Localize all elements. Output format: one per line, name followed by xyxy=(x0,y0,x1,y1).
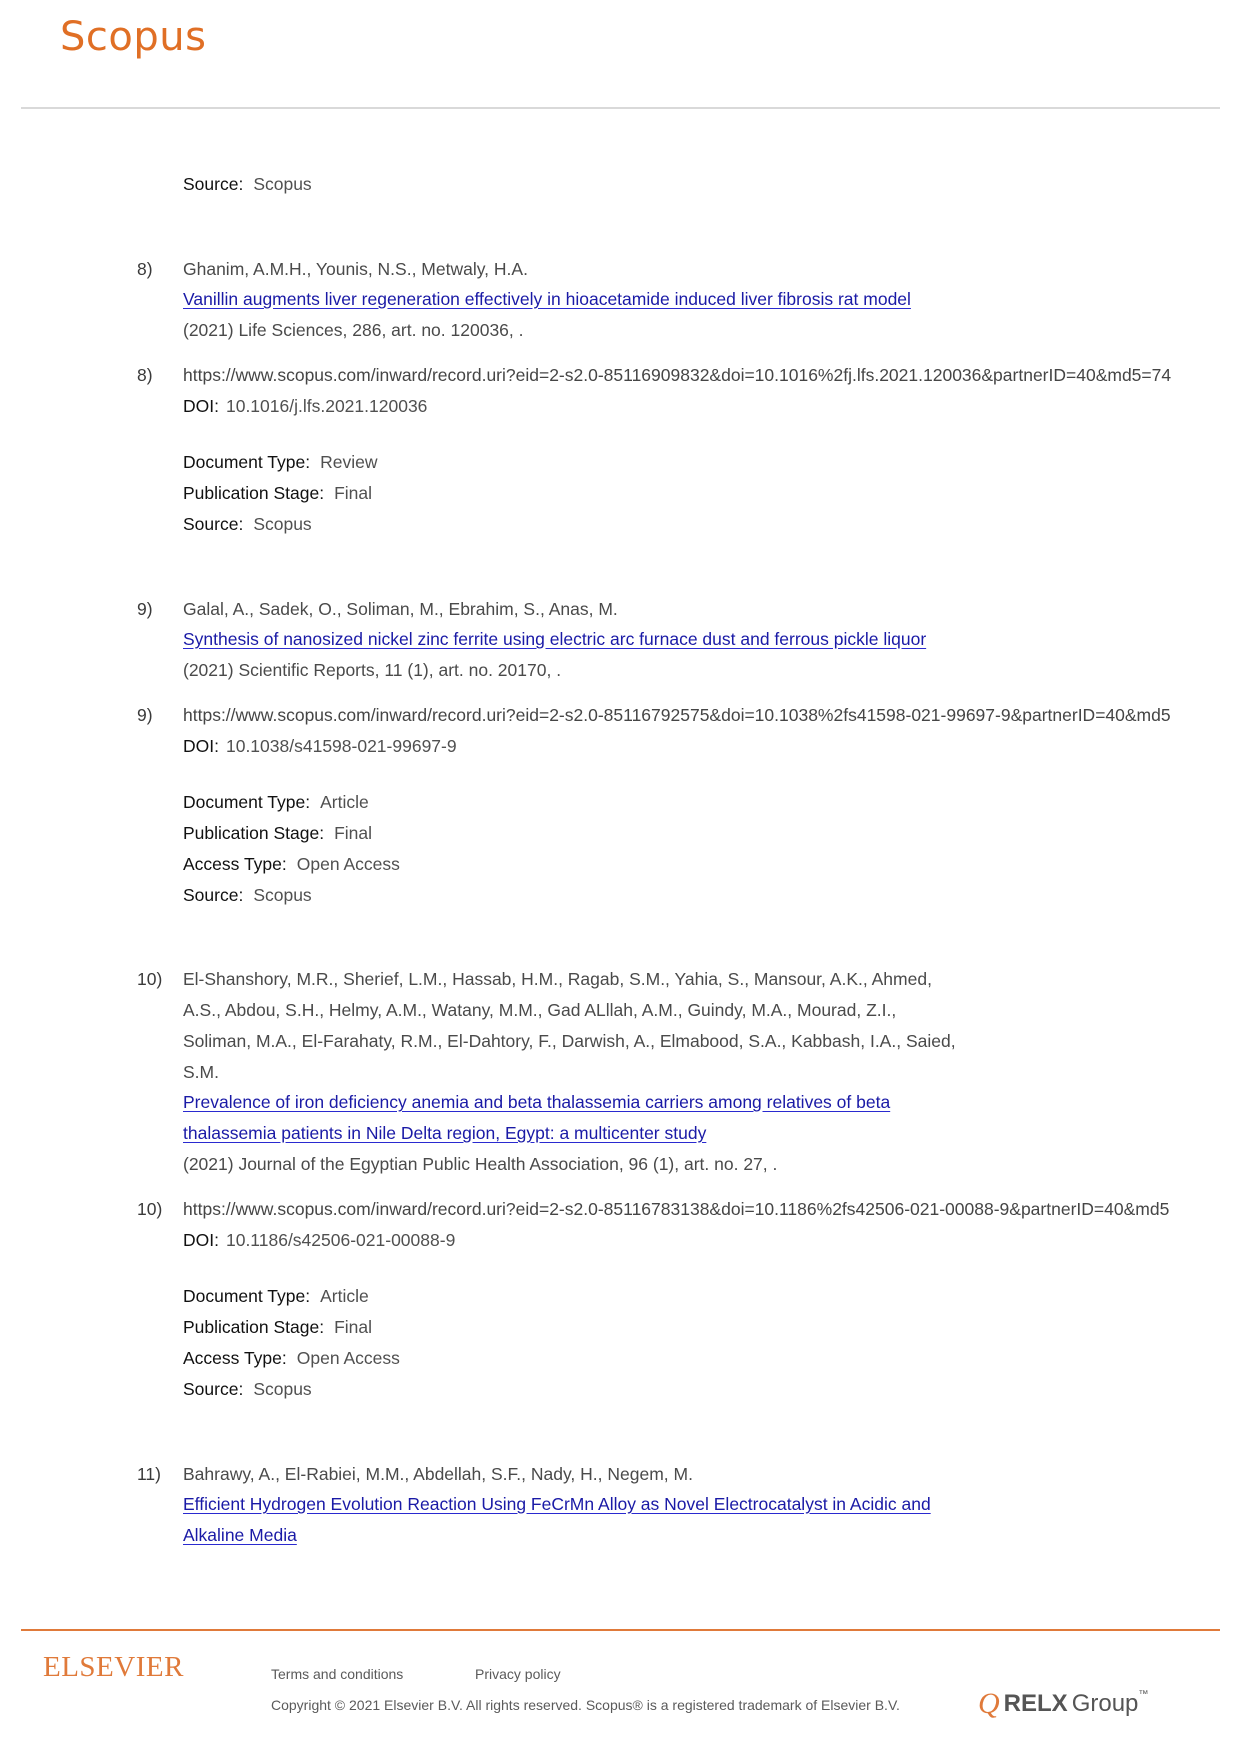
meta-value: Open Access xyxy=(296,854,400,874)
meta-value: Scopus xyxy=(253,885,312,905)
meta-row xyxy=(183,791,369,813)
meta-label: Source: xyxy=(183,885,244,905)
record-title-link[interactable]: Synthesis of nanosized nickel zinc ferrite using electric arc furnace dust and ferrous pickle liquor xyxy=(183,629,927,649)
record-citation: (2021) Scientific Reports, 11 (1), art. no. 20170, . xyxy=(183,660,562,680)
meta-label: Document Type: xyxy=(183,1286,311,1306)
record-url-number: 9) xyxy=(137,705,153,725)
record-number: 8) xyxy=(137,259,153,279)
meta-label: Document Type: xyxy=(183,792,311,812)
record-authors: Bahrawy, A., El-Rabiei, M.M., Abdellah, S.F., Nady, H., Negem, M. xyxy=(183,1464,693,1484)
record-title-link[interactable]: thalassemia patients in Nile Delta region, Egypt: a multicenter study xyxy=(183,1123,707,1143)
record-url[interactable]: https://www.scopus.com/inward/record.uri?eid=2-s2.0-85116909832&doi=10.1016%2fj.lfs.2021.120036&partnerID=40&md5=74 xyxy=(183,365,1172,385)
meta-value: Scopus xyxy=(253,1379,312,1399)
relx-q-icon: Q xyxy=(978,1687,1000,1720)
record-url-number: 10) xyxy=(137,1199,163,1219)
doi-label: DOI: xyxy=(183,396,219,416)
record-authors: Ghanim, A.M.H., Younis, N.S., Metwaly, H.A. xyxy=(183,259,528,279)
copyright-text: Copyright © 2021 Elsevier B.V. All rights reserved. Scopus® is a registered trademark of Elsevier B.V. xyxy=(271,1697,900,1713)
meta-label: Access Type: xyxy=(183,854,287,874)
meta-value: Final xyxy=(334,483,373,503)
meta-label: Publication Stage: xyxy=(183,823,325,843)
header-divider xyxy=(21,107,1220,109)
meta-label: Publication Stage: xyxy=(183,483,325,503)
meta-row xyxy=(183,451,378,473)
meta-row xyxy=(183,853,400,875)
meta-label: Source: xyxy=(183,1379,244,1399)
meta-row xyxy=(183,884,312,906)
doi-row xyxy=(183,1229,455,1251)
meta-label: Source: xyxy=(183,514,244,534)
record-title-link[interactable]: Vanillin augments liver regeneration effectively in hioacetamide induced liver fibrosis rat model xyxy=(183,289,911,309)
relx-logo xyxy=(978,1687,1148,1721)
record-number: 9) xyxy=(137,599,153,619)
meta-value: Open Access xyxy=(296,1348,400,1368)
meta-row xyxy=(183,1347,400,1369)
privacy-link[interactable]: Privacy policy xyxy=(475,1666,561,1682)
meta-value: Final xyxy=(334,823,373,843)
record-number: 11) xyxy=(137,1464,161,1484)
record-url[interactable]: https://www.scopus.com/inward/record.uri?eid=2-s2.0-85116792575&doi=10.1038%2fs41598-021-99697-9&partnerID=40&md5 xyxy=(183,705,1171,725)
meta-row xyxy=(183,1285,369,1307)
footer-divider xyxy=(21,1629,1220,1631)
doi-value: 10.1186/s42506-021-00088-9 xyxy=(225,1230,456,1250)
meta-value: Final xyxy=(334,1317,373,1337)
doi-label: DOI: xyxy=(183,736,219,756)
meta-value: Scopus xyxy=(253,174,312,194)
meta-row xyxy=(183,1378,312,1400)
meta-label: Source: xyxy=(183,174,244,194)
record-citation: (2021) Journal of the Egyptian Public Health Association, 96 (1), art. no. 27, . xyxy=(183,1154,778,1174)
meta-row xyxy=(183,173,312,195)
record-number: 10) xyxy=(137,969,163,989)
meta-value: Article xyxy=(320,1286,369,1306)
record-authors: A.S., Abdou, S.H., Helmy, A.M., Watany, M.M., Gad ALllah, A.M., Guindy, M.A., Mourad, Z.I., xyxy=(183,1000,897,1020)
meta-value: Review xyxy=(320,452,378,472)
record-title-link[interactable]: Prevalence of iron deficiency anemia and beta thalassemia carriers among relatives of beta xyxy=(183,1092,891,1112)
scopus-logo: Scopus xyxy=(60,14,207,60)
elsevier-logo: ELSEVIER xyxy=(43,1651,184,1683)
meta-label: Access Type: xyxy=(183,1348,287,1368)
trademark-symbol: ™ xyxy=(1138,1689,1149,1700)
doi-label: DOI: xyxy=(183,1230,219,1250)
record-title-link[interactable]: Alkaline Media xyxy=(183,1525,297,1545)
record-url-number: 8) xyxy=(137,365,153,385)
doi-row xyxy=(183,735,457,757)
meta-value: Article xyxy=(320,792,369,812)
record-authors: El-Shanshory, M.R., Sherief, L.M., Hassab, H.M., Ragab, S.M., Yahia, S., Mansour, A.K., Ahmed, xyxy=(183,969,932,989)
doi-row xyxy=(183,395,427,417)
doi-value: 10.1038/s41598-021-99697-9 xyxy=(225,736,457,756)
record-authors: Galal, A., Sadek, O., Soliman, M., Ebrahim, S., Anas, M. xyxy=(183,599,618,619)
record-url[interactable]: https://www.scopus.com/inward/record.uri?eid=2-s2.0-85116783138&doi=10.1186%2fs42506-021-00088-9&partnerID=40&md5 xyxy=(183,1199,1170,1219)
doi-value: 10.1016/j.lfs.2021.120036 xyxy=(225,396,428,416)
terms-link[interactable]: Terms and conditions xyxy=(271,1666,404,1682)
meta-row xyxy=(183,1316,372,1338)
meta-row xyxy=(183,822,372,844)
meta-row xyxy=(183,513,312,535)
relx-wordmark: RELX xyxy=(1003,1690,1068,1717)
record-title-link[interactable]: Efficient Hydrogen Evolution Reaction Using FeCrMn Alloy as Novel Electrocatalyst in Acidic and xyxy=(183,1494,931,1514)
record-authors: Soliman, M.A., El-Farahaty, R.M., El-Dahtory, F., Darwish, A., Elmabood, S.A., Kabbash, I.A., Saied, xyxy=(183,1031,956,1051)
relx-group-text: Group xyxy=(1071,1690,1139,1717)
meta-row xyxy=(183,482,372,504)
record-authors: S.M. xyxy=(183,1062,219,1082)
meta-value: Scopus xyxy=(253,514,312,534)
record-citation: (2021) Life Sciences, 286, art. no. 120036, . xyxy=(183,320,524,340)
meta-label: Publication Stage: xyxy=(183,1317,325,1337)
meta-label: Document Type: xyxy=(183,452,311,472)
